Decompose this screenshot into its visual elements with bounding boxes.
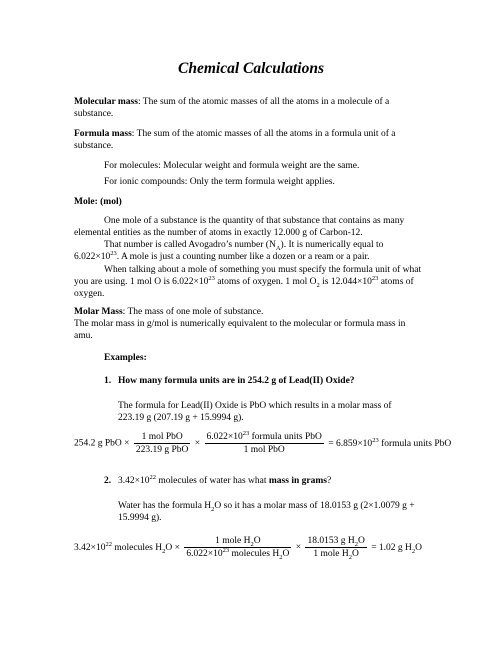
mole-paragraph-2 xyxy=(74,239,419,263)
mole-p2-text-b: ). It is numerically equal to xyxy=(280,240,384,250)
ex1-f2-num-b: formula units PbO xyxy=(249,432,322,442)
ex2-eq-start-c: O × xyxy=(165,542,180,553)
ex2-f1-den-sup: 23 xyxy=(222,546,230,554)
ex2-result-a: = 1.02 g H xyxy=(371,542,412,553)
ex1-result xyxy=(328,436,452,449)
molar-mass-term: Molar Mass xyxy=(74,307,123,317)
ex2-f1-num-sub: 2 xyxy=(250,540,254,548)
ex2-f2-den-a: 1 mole H xyxy=(313,549,349,559)
example-2-question xyxy=(118,475,331,487)
mole-p3-text-d: atoms of oxygen. xyxy=(74,277,414,300)
ex2-fraction-2 xyxy=(305,536,366,559)
mole-paragraph-1: One mole of a substance is the quantity of that substance that contains as many elemental entities as the number of atoms in exactly 12.000 g of Carbon-12. xyxy=(74,216,405,239)
ex2-f2-den-sub: 2 xyxy=(348,553,352,561)
molar-mass-definition xyxy=(74,306,424,343)
mole-p3-text-a: When talking about a mole of something you must specify the formula unit of what you are using. 1 mol O is 6.022×10 xyxy=(74,265,422,288)
ex2-f1-denominator xyxy=(184,548,291,559)
formula-mass-definition xyxy=(74,128,424,152)
ex2-f2-den-b: O xyxy=(352,549,359,559)
ex2-explanation-sub: 2 xyxy=(211,505,215,513)
molar-mass-line-2: The molar mass in g/mol is numerically equivalent to the molecular or formula mass in amu. xyxy=(74,319,406,342)
mole-paragraph-3 xyxy=(74,264,422,301)
ex2-question-c: ? xyxy=(326,476,332,486)
ex1-f2-denominator: 1 mol PbO xyxy=(243,445,285,455)
molecular-mass-term: Molecular mass xyxy=(74,97,138,107)
ex2-f2-denominator xyxy=(305,548,366,559)
ex1-result-sup: 23 xyxy=(372,436,379,444)
mole-p3-sup-1: 23 xyxy=(208,275,215,283)
formula-mass-text: : The sum of the atomic masses of all the atoms in a formula unit of a substance. xyxy=(74,129,396,152)
mole-p2-text-d: . A mole is just a counting number like a dozen or a ream or a pair. xyxy=(116,252,370,263)
ex2-question-bold: mass in grams xyxy=(268,476,327,486)
formula-mass-term: Formula mass xyxy=(74,129,132,139)
example-2-number: 2. xyxy=(104,476,112,486)
ex1-fraction-1 xyxy=(134,432,191,455)
ex1-f1-numerator: 1 mol PbO xyxy=(134,432,191,444)
ex2-times: × xyxy=(295,542,302,553)
mole-p3-sub: 2 xyxy=(316,282,320,290)
ex2-question-b: molecules of water has what xyxy=(155,476,269,486)
molecular-mass-text: : The sum of the atomic masses of all the atoms in a molecule of a substance. xyxy=(74,97,390,120)
ex1-f1-denominator: 223.19 g PbO xyxy=(135,445,189,455)
ex2-f1-num-a: 1 mole H xyxy=(215,536,251,546)
ex2-question-sup: 22 xyxy=(149,473,156,481)
example-1-question: How many formula units are in 254.2 g of Lead(II) Oxide? xyxy=(118,376,355,386)
mole-p2-text-c: 6.022×10 xyxy=(74,252,111,263)
ex2-f1-den-sub: 2 xyxy=(279,553,283,561)
ex1-times: × xyxy=(194,438,201,449)
example-2-equation xyxy=(74,536,422,559)
mole-p2-sup: 23 xyxy=(110,250,117,258)
note-ionic: For ionic compounds: Only the term formula weight applies. xyxy=(104,177,335,187)
ex1-fraction-2 xyxy=(205,429,324,455)
example-1-number: 1. xyxy=(104,376,112,386)
molecular-mass-definition xyxy=(74,96,424,120)
note-molecules: For molecules: Molecular weight and formula weight are the same. xyxy=(104,161,360,171)
mole-p2-sub: A xyxy=(275,244,281,252)
ex1-f2-numerator xyxy=(205,429,324,444)
ex2-eq-start xyxy=(74,540,180,555)
ex2-f1-den-a: 6.022×10 xyxy=(186,549,223,559)
ex2-eq-start-sub: 2 xyxy=(162,547,166,555)
page-title: Chemical Calculations xyxy=(178,60,324,77)
ex2-result xyxy=(371,543,422,553)
mole-p3-text-b: atoms of oxygen. 1 mol O xyxy=(214,277,317,288)
ex1-eq-start: 254.2 g PbO × xyxy=(74,438,130,449)
mole-p3-sup-2: 23 xyxy=(371,275,379,283)
ex2-eq-start-a: 3.42×10 xyxy=(74,542,106,553)
molar-mass-text: : The mass of one mole of substance. xyxy=(122,307,264,317)
ex2-question-a: 3.42×10 xyxy=(118,476,150,486)
ex1-result-b: formula units PbO xyxy=(378,438,452,449)
ex2-eq-start-b: molecules H xyxy=(111,542,163,553)
mole-heading: Mole: (mol) xyxy=(74,197,122,207)
ex2-explanation-a: Water has the formula H xyxy=(118,501,212,511)
ex2-eq-start-sup: 22 xyxy=(105,540,112,548)
ex2-f1-den-c: O xyxy=(282,549,290,559)
ex2-f1-num-b: O xyxy=(253,536,261,546)
example-1-explanation: The formula for Lead(II) Oxide is PbO which results in a molar mass of 223.19 g (207.19 g + 15.9994 g). xyxy=(118,401,392,424)
ex2-f2-num-sub: 2 xyxy=(354,540,358,548)
ex2-f2-num-a: 18.0153 g H xyxy=(307,536,355,546)
examples-heading: Examples: xyxy=(104,353,147,363)
ex2-f2-numerator xyxy=(305,536,366,548)
ex2-result-b: O xyxy=(415,542,423,553)
ex1-f2-num-sup: 23 xyxy=(242,429,250,437)
ex2-f1-numerator xyxy=(184,536,291,548)
example-2-explanation xyxy=(118,500,418,524)
mole-p2-text-a: That number is called Avogadro’s number (N xyxy=(104,240,276,250)
ex1-f2-num-a: 6.022×10 xyxy=(206,432,243,442)
ex2-fraction-1 xyxy=(184,536,291,559)
ex2-explanation-b: O so it has a molar mass of 18.0153 g (2×1.0079 g + 15.9994 g). xyxy=(118,501,415,524)
ex1-result-a: = 6.859×10 xyxy=(328,438,373,449)
example-1-equation xyxy=(74,429,452,455)
mole-p3-text-c: is 12.044×10 xyxy=(319,277,372,288)
ex2-f1-den-b: molecules H xyxy=(229,549,280,559)
ex2-f2-num-b: O xyxy=(357,536,365,546)
ex2-result-sub: 2 xyxy=(411,547,416,555)
